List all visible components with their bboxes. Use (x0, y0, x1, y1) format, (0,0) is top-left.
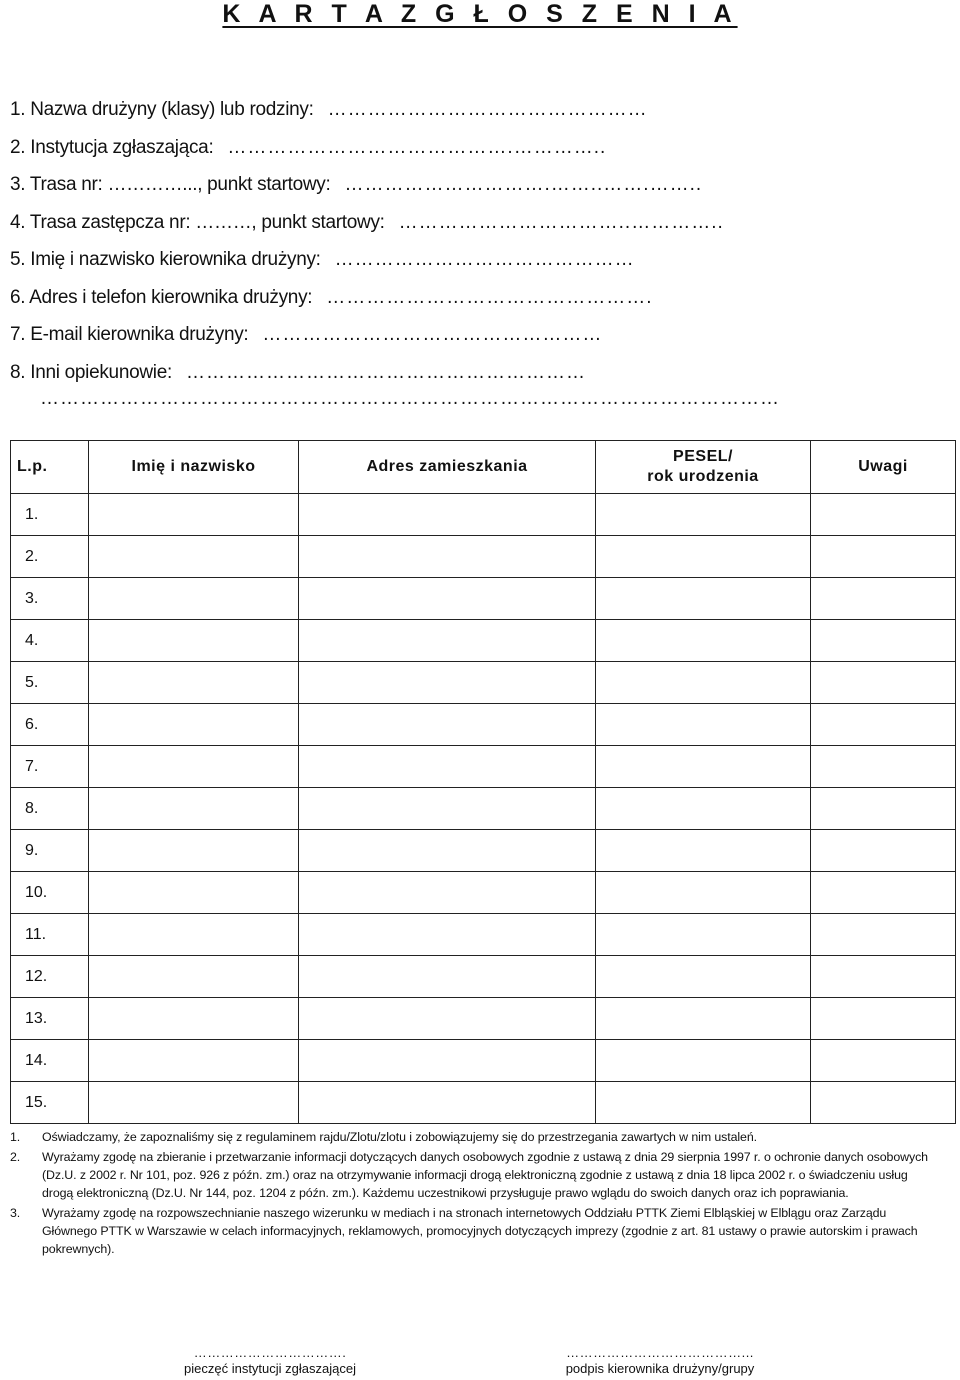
pesel-cell[interactable] (596, 956, 811, 998)
signature-leader (505, 1346, 815, 1378)
address-cell[interactable] (299, 746, 596, 788)
field-fill-line[interactable]: ………………………………………… (327, 99, 648, 120)
address-cell[interactable] (299, 494, 596, 536)
note-number: 3. (10, 1206, 21, 1220)
table-row (11, 998, 956, 1040)
header-pesel-top: PESEL/ (673, 448, 733, 465)
notes-cell[interactable] (811, 830, 956, 872)
table-row (11, 620, 956, 662)
notes-cell[interactable] (811, 746, 956, 788)
pesel-cell[interactable] (596, 536, 811, 578)
pesel-cell[interactable] (596, 872, 811, 914)
name-cell[interactable] (89, 1040, 299, 1082)
address-cell[interactable] (299, 872, 596, 914)
field-fill-line[interactable]: ……………………………………… (334, 249, 635, 270)
table-row (11, 1040, 956, 1082)
pesel-cell[interactable] (596, 998, 811, 1040)
address-cell[interactable] (299, 956, 596, 998)
table-row (11, 872, 956, 914)
table-row (11, 830, 956, 872)
name-cell[interactable] (89, 830, 299, 872)
header-address: Adres zamieszkania (299, 441, 596, 494)
extra-fill-line[interactable]: ………………………………………………………………………………………………… (40, 388, 780, 409)
row-number: 7. (11, 746, 89, 788)
signature-label: podpis kierownika drużyny/grupy (565, 1361, 755, 1376)
field-label: 4. Trasa zastępcza nr: ………, punkt startowy: (10, 211, 385, 233)
row-number: 10. (11, 872, 89, 914)
name-cell[interactable] (89, 620, 299, 662)
name-cell[interactable] (89, 746, 299, 788)
notes-cell[interactable] (811, 788, 956, 830)
name-cell[interactable] (89, 704, 299, 746)
participants-table (10, 440, 956, 1124)
row-number: 9. (11, 830, 89, 872)
row-number: 5. (11, 662, 89, 704)
notes-cell[interactable] (811, 1082, 956, 1124)
name-cell[interactable] (89, 662, 299, 704)
address-cell[interactable] (299, 620, 596, 662)
address-cell[interactable] (299, 914, 596, 956)
name-cell[interactable] (89, 788, 299, 830)
header-pesel (596, 441, 811, 494)
signature-line[interactable]: …………………………………... (566, 1345, 754, 1360)
note-text: Wyrażamy zgodę na rozpowszechnianie naszego wizerunku w mediach i na stronach internetowych Oddziału PTTK Ziemi Elbląskiej w Elblągu oraz Zarządu Głównego PTTK w Warszawie w celach informacyjnych, reklamowych, promocyjnych dotyczących imprezy (zgodnie z art. 81 ustawy o prawie autorskim i prawach pokrewnych). (42, 1206, 918, 1256)
note-text: Oświadczamy, że zapoznaliśmy się z regulaminem rajdu/Zlotu/zlotu i zobowiązujemy się do przestrzegania zawartych w nim ustaleń. (42, 1130, 757, 1144)
notes-cell[interactable] (811, 662, 956, 704)
page-title: K A R T A Z G Ł O S Z E N I A (222, 0, 738, 28)
pesel-cell[interactable] (596, 704, 811, 746)
table-row (11, 494, 956, 536)
row-number: 11. (11, 914, 89, 956)
pesel-cell[interactable] (596, 494, 811, 536)
header-notes: Uwagi (811, 441, 956, 494)
table-row (11, 536, 956, 578)
header-lp: L.p. (11, 441, 89, 494)
name-cell[interactable] (89, 914, 299, 956)
notes-cell[interactable] (811, 578, 956, 620)
header-pesel-bottom: rok urodzenia (647, 468, 759, 485)
table-row (11, 1082, 956, 1124)
row-number: 2. (11, 536, 89, 578)
notes-cell[interactable] (811, 1040, 956, 1082)
name-cell[interactable] (89, 494, 299, 536)
stamp-line[interactable]: ……………………………. (193, 1345, 347, 1360)
consent-note (10, 1128, 940, 1146)
form-field (10, 316, 910, 354)
field-fill-line[interactable]: …………………………………………………… (185, 361, 586, 383)
row-number: 4. (11, 620, 89, 662)
notes-cell[interactable] (811, 956, 956, 998)
pesel-cell[interactable] (596, 746, 811, 788)
field-label: 1. Nazwa drużyny (klasy) lub rodziny: (10, 99, 314, 120)
note-number: 2. (10, 1150, 21, 1164)
address-cell[interactable] (299, 704, 596, 746)
form-field (10, 241, 910, 279)
field-label: 2. Instytucja zgłaszająca: (10, 136, 214, 158)
name-cell[interactable] (89, 872, 299, 914)
row-number: 3. (11, 578, 89, 620)
name-cell[interactable] (89, 536, 299, 578)
address-cell[interactable] (299, 578, 596, 620)
notes-cell[interactable] (811, 998, 956, 1040)
form-field (10, 354, 910, 392)
notes-cell[interactable] (811, 704, 956, 746)
pesel-cell[interactable] (596, 914, 811, 956)
row-number: 1. (11, 494, 89, 536)
signature-stamp (140, 1346, 400, 1378)
pesel-cell[interactable] (596, 1040, 811, 1082)
field-fill-line[interactable]: ………………………….……..…….…….. (344, 174, 703, 195)
consent-note (10, 1148, 940, 1202)
form-field (10, 91, 910, 129)
row-number: 12. (11, 956, 89, 998)
address-cell[interactable] (299, 788, 596, 830)
notes-cell[interactable] (811, 536, 956, 578)
form-field (10, 166, 910, 204)
notes-cell[interactable] (811, 872, 956, 914)
field-label: 5. Imię i nazwisko kierownika drużyny: (10, 249, 321, 270)
field-label: 8. Inni opiekunowie: (10, 361, 172, 383)
form-field (10, 279, 910, 317)
row-number: 14. (11, 1040, 89, 1082)
row-number: 6. (11, 704, 89, 746)
address-cell[interactable] (299, 1040, 596, 1082)
table-row (11, 746, 956, 788)
field-fill-line[interactable]: …………………………………………… (262, 324, 603, 345)
address-cell[interactable] (299, 1082, 596, 1124)
address-cell[interactable] (299, 998, 596, 1040)
field-fill-line[interactable]: …………………………………………. (326, 286, 653, 308)
field-label: 7. E-mail kierownika drużyny: (10, 324, 249, 345)
row-number: 13. (11, 998, 89, 1040)
consent-notes (10, 1128, 940, 1260)
table-row (11, 788, 956, 830)
name-cell[interactable] (89, 998, 299, 1040)
consent-note (10, 1204, 940, 1258)
field-label: 6. Adres i telefon kierownika drużyny: (10, 286, 313, 308)
form-field (10, 129, 910, 167)
address-cell[interactable] (299, 536, 596, 578)
stamp-label: pieczęć instytucji zgłaszającej (184, 1361, 356, 1376)
address-cell[interactable] (299, 662, 596, 704)
table-row (11, 704, 956, 746)
field-fill-line[interactable]: …………………………………….………….. (227, 136, 607, 158)
notes-cell[interactable] (811, 914, 956, 956)
pesel-cell[interactable] (596, 830, 811, 872)
name-cell[interactable] (89, 1082, 299, 1124)
pesel-cell[interactable] (596, 788, 811, 830)
row-number: 8. (11, 788, 89, 830)
pesel-cell[interactable] (596, 662, 811, 704)
table-row (11, 914, 956, 956)
pesel-cell[interactable] (596, 620, 811, 662)
registration-fields (10, 91, 910, 391)
table-row (11, 662, 956, 704)
pesel-cell[interactable] (596, 578, 811, 620)
name-cell[interactable] (89, 956, 299, 998)
table-row (11, 956, 956, 998)
table-row (11, 578, 956, 620)
table-header-row (11, 441, 956, 494)
address-cell[interactable] (299, 830, 596, 872)
name-cell[interactable] (89, 578, 299, 620)
header-name: Imię i nazwisko (89, 441, 299, 494)
field-fill-line[interactable]: ……………………………..………….. (398, 211, 724, 233)
row-number: 15. (11, 1082, 89, 1124)
pesel-cell[interactable] (596, 1082, 811, 1124)
notes-cell[interactable] (811, 620, 956, 662)
note-number: 1. (10, 1130, 21, 1144)
note-text: Wyrażamy zgodę na zbieranie i przetwarzanie informacji dotyczących danych osobowych zgodnie z ustawą z dnia 29 sierpnia 1997 r. o ochronie danych osobowych (Dz.U. z 2002 r. Nr 101, poz. 926 z późn. zm.) oraz na otrzymywanie informacji drogą elektroniczną zgodnie z ustawą z dnia 18 lipca 2002 r. o świadczeniu usług drogą elektroniczną (Dz.U. Nr 144, poz. 1204 z późn. zm.). Każdemu uczestnikowi przysługuje prawo wglądu do swoich danych oraz ich poprawiania. (42, 1150, 928, 1200)
field-label: 3. Trasa nr: …………..., punkt startowy: (10, 174, 331, 195)
form-field (10, 204, 910, 242)
notes-cell[interactable] (811, 494, 956, 536)
